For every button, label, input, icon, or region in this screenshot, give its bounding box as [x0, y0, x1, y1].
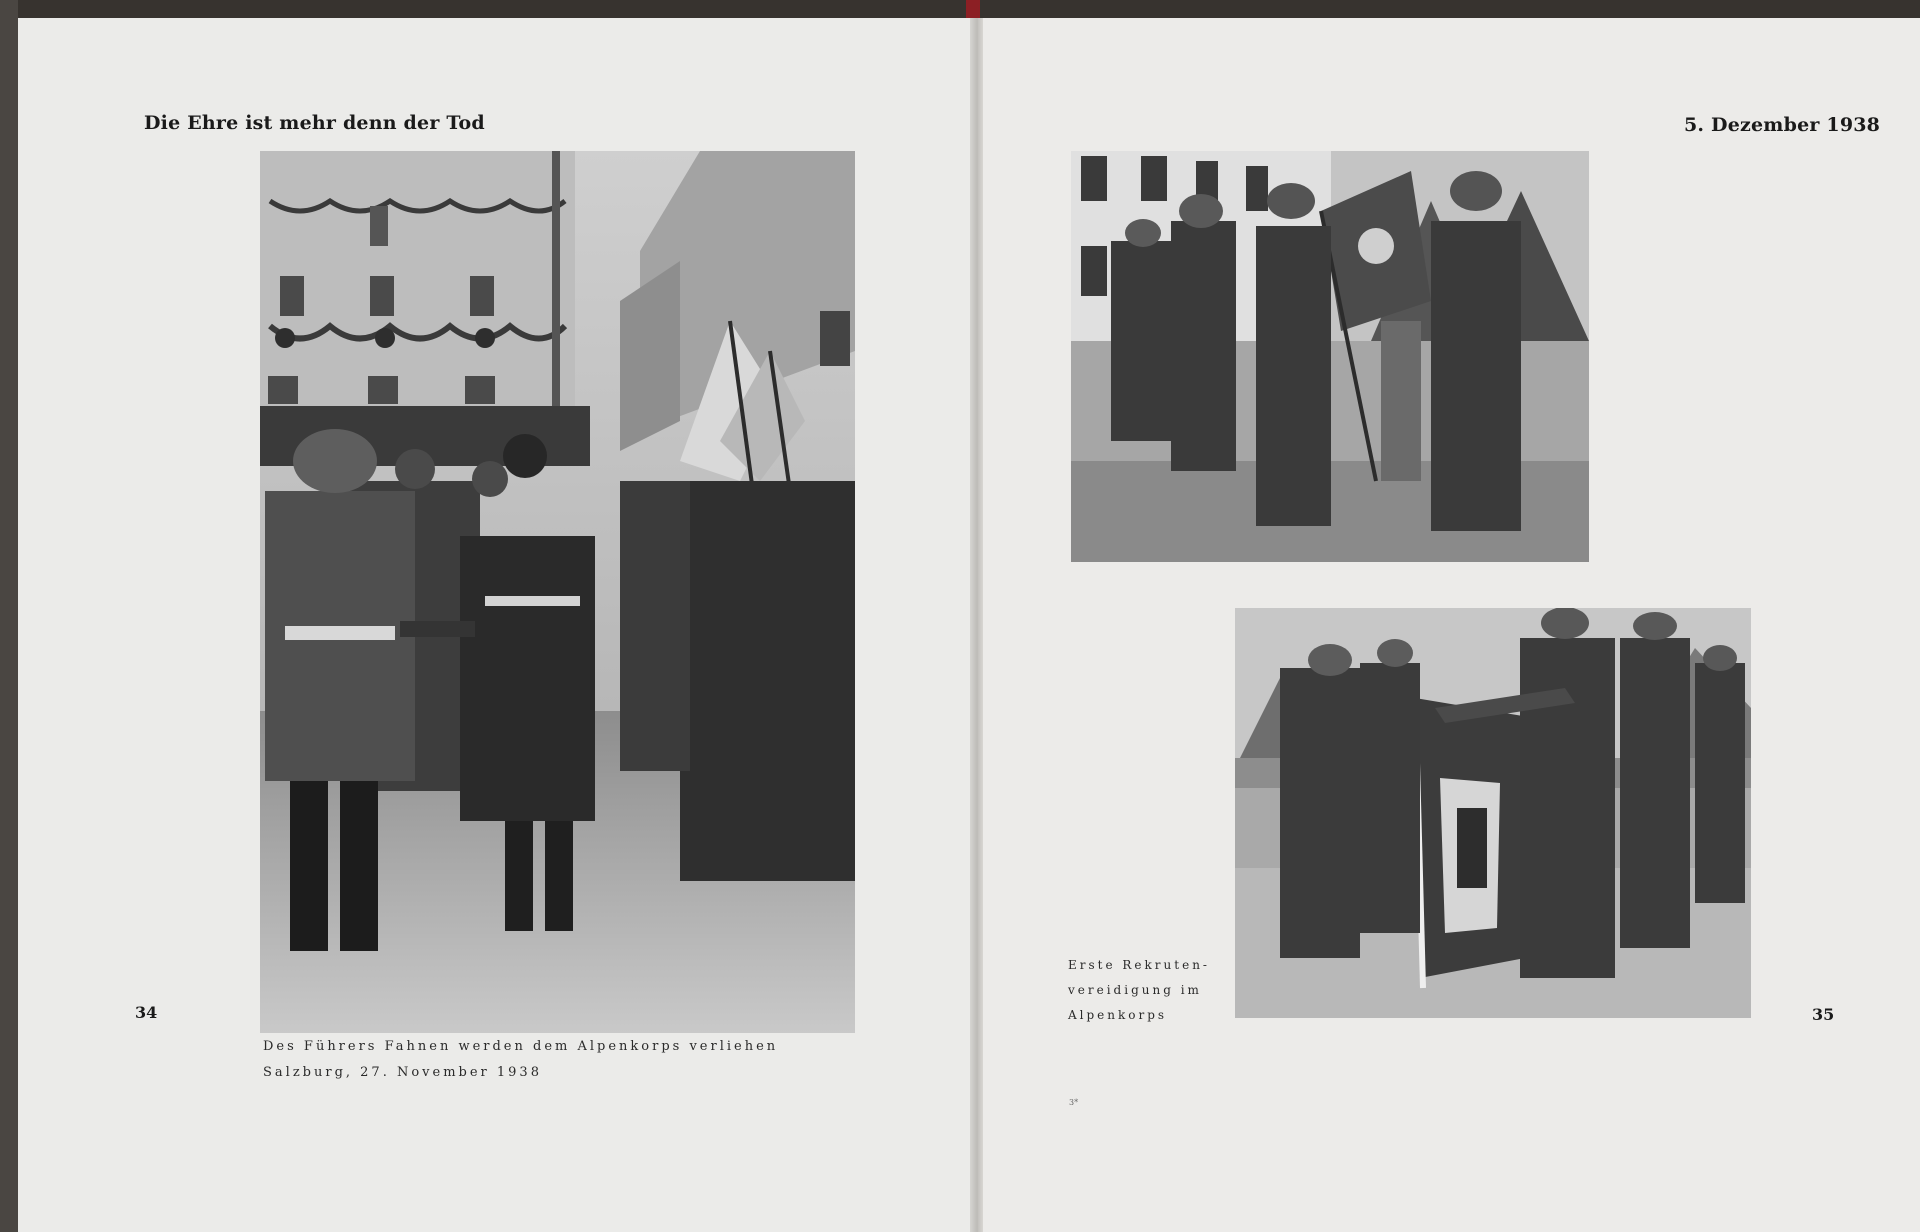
photo-oath-top-image [1071, 151, 1589, 562]
photo-caption-right [1068, 953, 1210, 1028]
page-number-left: 34 [135, 1003, 158, 1022]
photo-oath-top [1071, 151, 1589, 562]
photo-caption-right-line3: Alpenkorps [1068, 1008, 1168, 1022]
photo-flag-ceremony-image [260, 151, 855, 1033]
book-left-edge [0, 0, 18, 1232]
photo-caption-right-line1: Erste Rekruten- [1068, 958, 1210, 972]
page-number-right: 35 [1812, 1005, 1835, 1024]
left-page [18, 18, 973, 1232]
photo-oath-bottom-image [1235, 608, 1751, 1018]
running-head-left: Die Ehre ist mehr denn der Tod [144, 112, 485, 134]
signature-mark: 3* [1069, 1098, 1079, 1107]
photo-caption-left-line2: Salzburg, 27. November 1938 [263, 1065, 542, 1080]
right-page [983, 18, 1920, 1232]
book-top-edge [0, 0, 1920, 18]
photo-caption-left-line1: Des Führers Fahnen werden dem Alpenkorps verliehen [263, 1039, 779, 1054]
running-head-right: 5. Dezember 1938 [1684, 114, 1881, 136]
photo-caption-right-line2: vereidigung im [1068, 983, 1202, 997]
photo-oath-bottom [1235, 608, 1751, 1018]
photo-caption-left [263, 1034, 778, 1086]
photo-flag-ceremony [260, 151, 855, 1033]
